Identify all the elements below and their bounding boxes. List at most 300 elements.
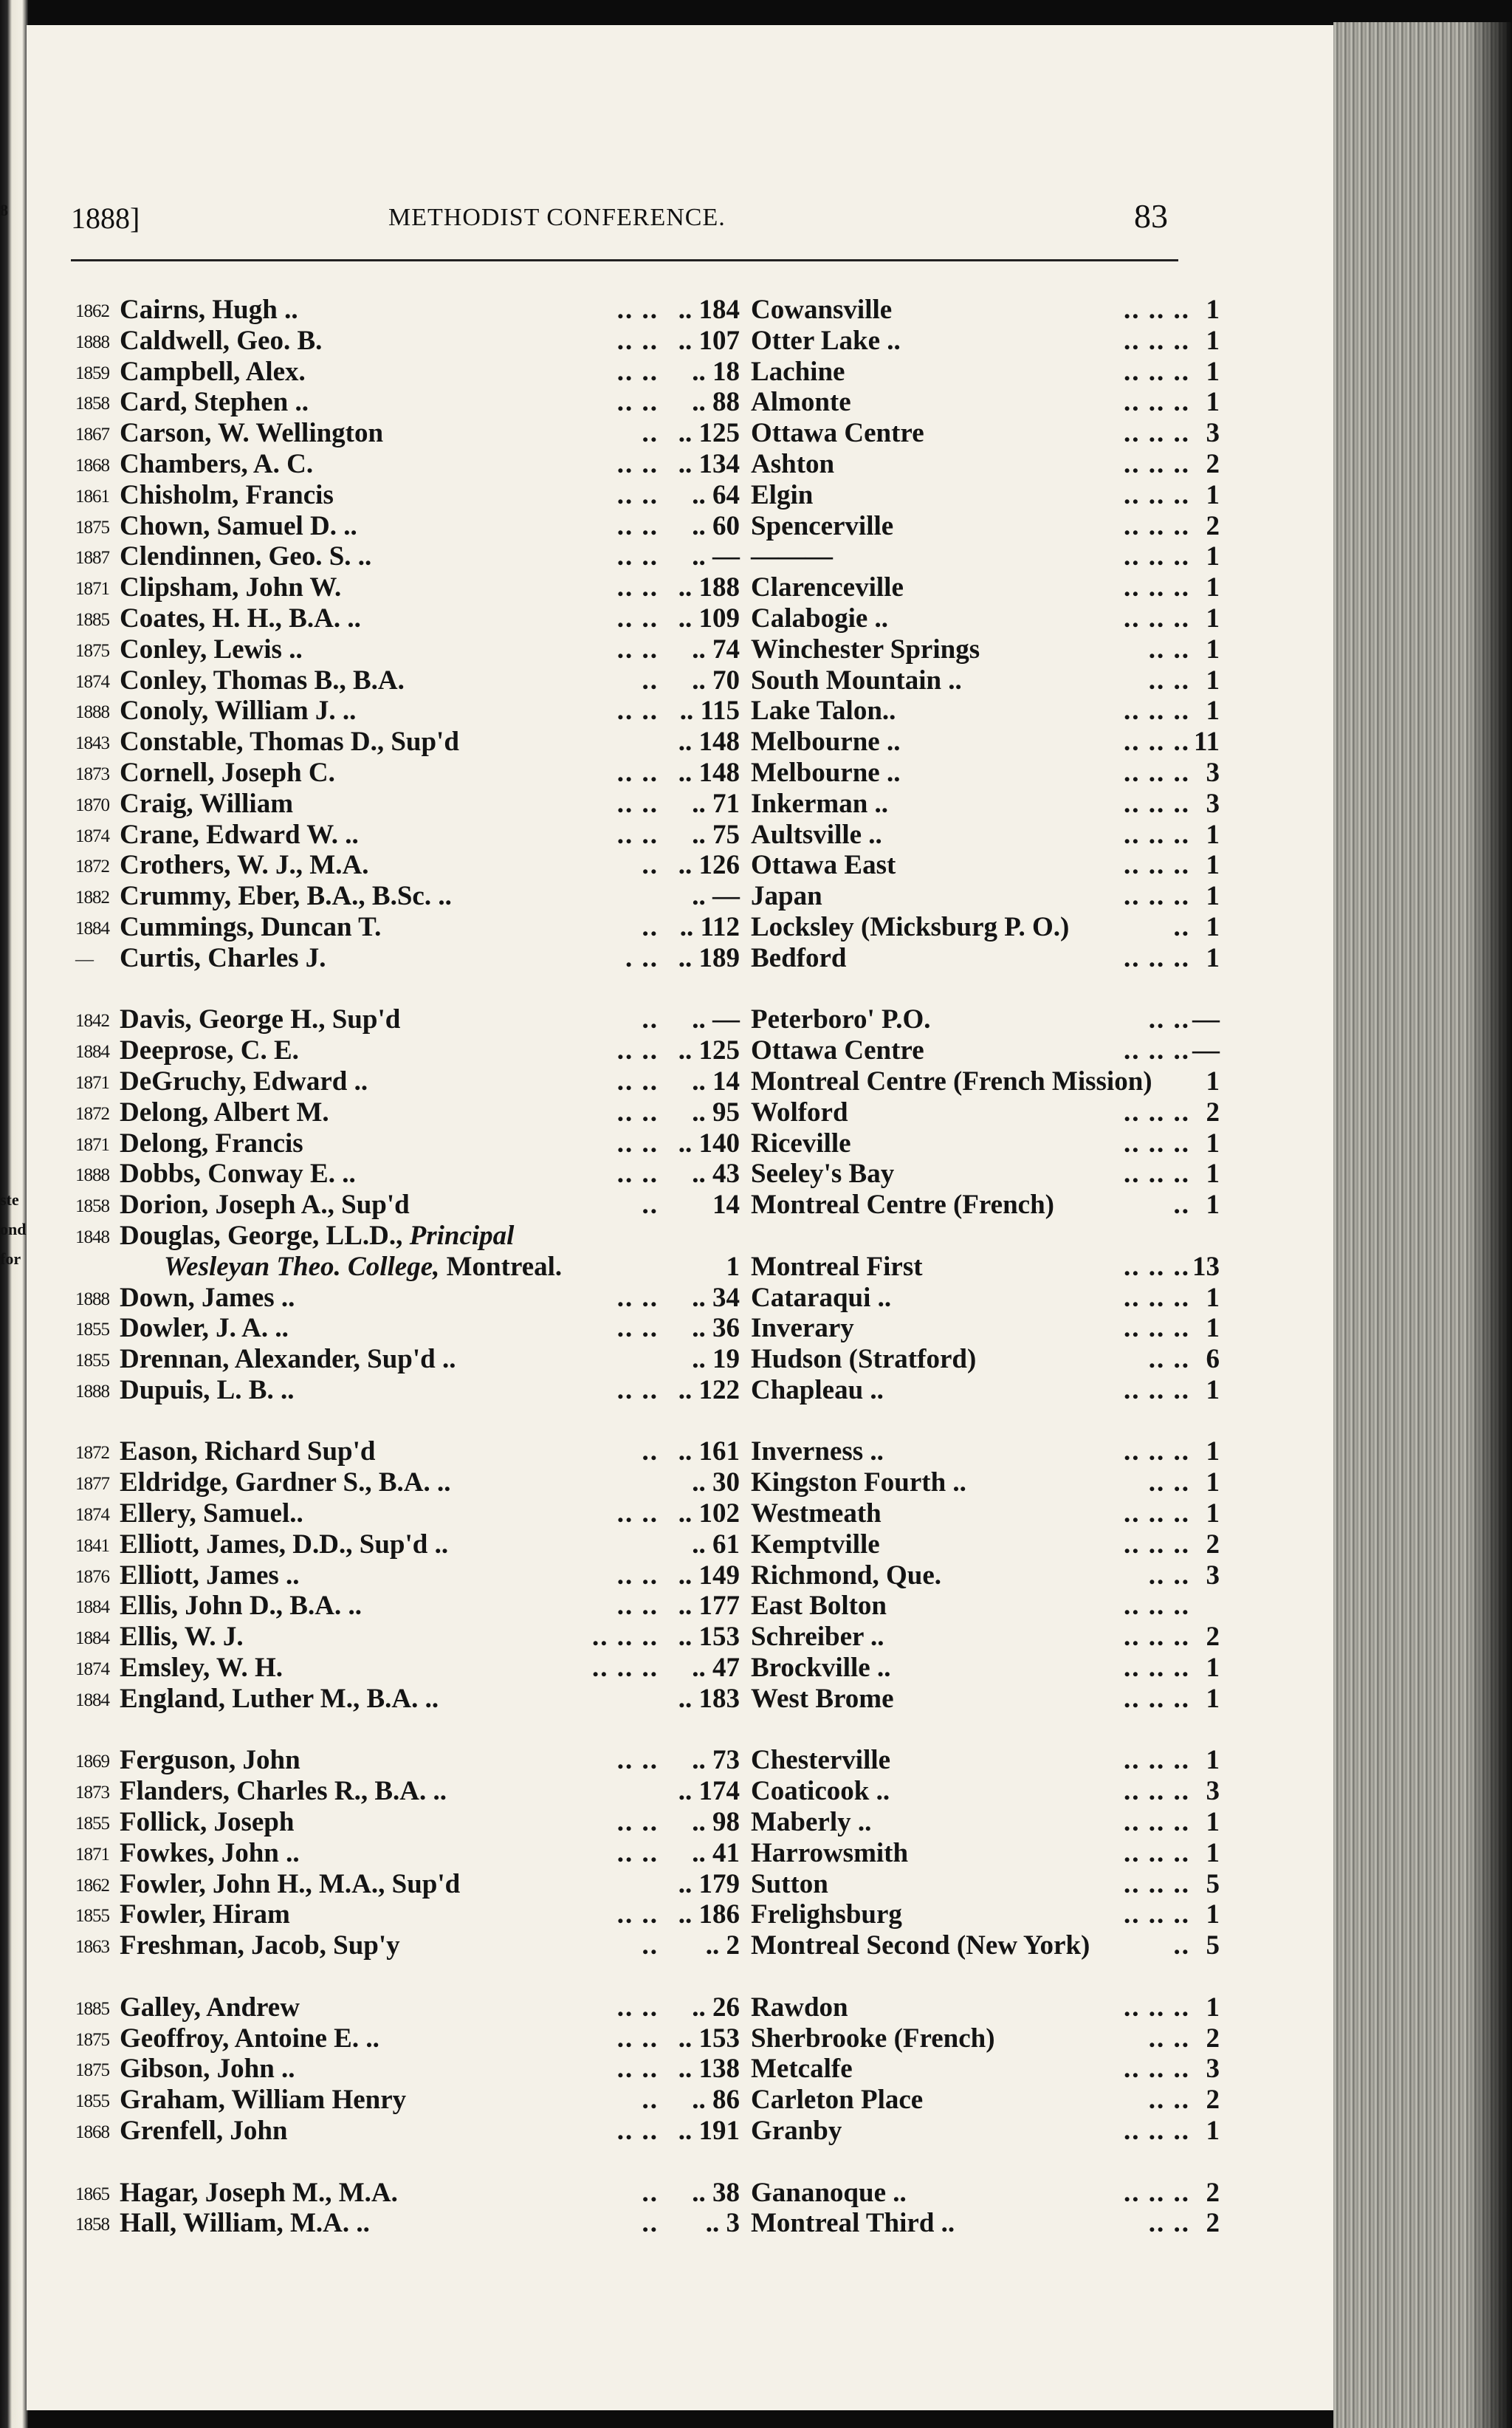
years-count: 1 [1206,1467,1220,1498]
entry-year: 1877 [75,1474,109,1495]
circuit-name: Ottawa Centre [751,1035,924,1066]
circuit-name: Montreal Centre (French Mission) [751,1066,1152,1097]
minister-name: Fowkes, John .. [120,1837,300,1868]
leader-dots: .. [642,2177,659,2208]
leader-dots: .. .. .. [1124,448,1190,479]
minister-name: Coates, H. H., B.A. .. [120,603,361,634]
entry-year: 1859 [75,363,109,383]
minister-name: Crane, Edward W. .. [120,819,359,850]
list-item [75,2178,1227,2209]
leader-dots: .. [642,2085,659,2116]
leader-dots: .. .. .. [1124,696,1190,727]
entry-number: .. 64 [692,479,740,510]
list-item [75,1128,1227,1159]
leader-dots: .. .. [1148,1560,1190,1591]
leader-dots: .. .. [1148,665,1190,696]
list-item [75,1313,1227,1344]
leader-dots: .. .. .. [1124,1992,1190,2023]
leader-dots: .. .. .. [592,1622,659,1653]
list-item [75,1097,1227,1128]
entry-number: .. 70 [692,665,740,696]
circuit-name: Rawdon [751,1992,848,2023]
circuit-name: Gananoque .. [751,2177,907,2208]
minister-name: Curtis, Charles J. [120,942,326,973]
years-count: 13 [1192,1251,1220,1282]
list-item [75,480,1227,511]
leader-dots: .. .. .. [1124,572,1190,603]
list-item [75,1159,1227,1190]
minister-name: Fowler, Hiram [120,1899,290,1930]
leader-dots: .. .. [616,603,659,634]
entry-number: .. 125 [678,1035,740,1066]
minister-name: Crothers, W. J., M.A. [120,850,369,881]
minister-name: Cornell, Joseph C. [120,757,335,788]
leader-dots: .. .. [1148,1344,1190,1375]
years-count: 1 [1206,1653,1220,1684]
circuit-name: Bedford [751,942,847,973]
minister-name: Chown, Samuel D. .. [120,510,357,541]
circuit-name: Frelighsburg [751,1899,902,1930]
section-gap [75,1715,1227,1746]
list-item [75,1190,1227,1221]
years-count: 5 [1206,1868,1220,1899]
circuit-name: Melbourne .. [751,727,901,758]
leader-dots: .. .. .. [592,1653,659,1684]
entry-number: .. 86 [692,2085,740,2116]
leader-dots: .. .. [1148,634,1190,665]
leader-dots: .. .. [616,2116,659,2147]
entry-number: .. 189 [678,942,740,973]
entry-number: .. 41 [692,1837,740,1868]
entry-number: .. 184 [678,295,740,325]
list-item [75,1035,1227,1066]
leader-dots: .. .. .. [1124,1745,1190,1776]
entry-number: .. 3 [705,2208,740,2239]
minister-name: Clipsham, John W. [120,572,342,603]
page-stack-edges [1333,22,1512,2428]
list-item [75,541,1227,572]
minister-name: Cairns, Hugh .. [120,295,298,325]
entry-year: 1871 [75,1134,109,1155]
list-item [75,1066,1227,1097]
adjacent-page-edge [0,0,28,2428]
circuit-name: Ottawa East [751,850,896,881]
entry-year: 1861 [75,486,109,507]
list-item [75,326,1227,357]
list-item [75,820,1227,851]
minister-name: Graham, William Henry [120,2085,407,2116]
entry-number: .. 186 [678,1899,740,1930]
minister-name: Delong, Francis [120,1128,303,1159]
circuit-name: Harrowsmith [751,1837,909,1868]
continuation-italic: Wesleyan Theo. College, [164,1251,440,1282]
entry-year: 1874 [75,826,109,846]
entry-year: 1888 [75,1165,109,1186]
years-count: 1 [1206,603,1220,634]
entry-number: .. 109 [678,603,740,634]
leader-dots: .. .. .. [1124,788,1190,819]
years-count: 6 [1206,1344,1220,1375]
leader-dots: .. .. [616,1899,659,1930]
years-count: 2 [1206,1529,1220,1560]
minister-name: Fowler, John H., M.A., Sup'd [120,1868,461,1899]
entry-year: 1858 [75,1196,109,1217]
circuit-name: Melbourne .. [751,757,901,788]
minister-name: Conley, Lewis .. [120,634,303,665]
entry-number: .. 98 [692,1807,740,1838]
list-item [75,418,1227,449]
entry-number: .. — [692,541,740,572]
list-item [75,665,1227,696]
leader-dots: .. .. .. [1124,757,1190,788]
leader-dots: .. .. [616,1128,659,1159]
leader-dots: .. .. [616,387,659,418]
minister-name: Hagar, Joseph M., M.A. [120,2177,398,2208]
minister-name: Ferguson, John [120,1745,300,1776]
circuit-name: Chapleau .. [751,1374,884,1405]
entry-year: 1843 [75,733,109,754]
list-item [75,1745,1227,1776]
entry-year: 1872 [75,857,109,877]
entry-number: .. 148 [678,757,740,788]
minister-name: Grenfell, John [120,2116,288,2147]
circuit-name: Richmond, Que. [751,1560,942,1591]
years-count: 1 [1206,541,1220,572]
name-italic: Principal [409,1220,515,1251]
entry-number: .. 95 [692,1097,740,1128]
leader-dots: .. [642,2208,659,2239]
circuit-name: Otter Lake .. [751,325,901,356]
circuit-name: Lake Talon.. [751,696,896,727]
entry-number: .. 26 [692,1992,740,2023]
entry-year: 1885 [75,609,109,630]
circuit-name: Aultsville .. [751,819,882,850]
entry-number: .. 47 [692,1653,740,1684]
list-item [75,387,1227,418]
entry-year: 1887 [75,548,109,569]
years-count: 1 [1206,2116,1220,2147]
circuit-name: Kemptville [751,1529,880,1560]
circuit-name: Elgin [751,479,814,510]
margin-fragment: ste [0,1190,19,1209]
leader-dots: .. .. [616,1282,659,1313]
leader-dots: .. .. .. [1124,1837,1190,1868]
years-count: 1 [1206,1992,1220,2023]
leader-dots: .. .. .. [1124,479,1190,510]
leader-dots: .. [642,850,659,881]
years-count: 2 [1206,2023,1220,2054]
entry-number: .. 138 [678,2054,740,2085]
entry-year: 1855 [75,2091,109,2112]
entry-year: 1875 [75,640,109,661]
leader-dots: .. .. [1148,1467,1190,1498]
years-count: 2 [1206,2085,1220,2116]
entry-number: .. 74 [692,634,740,665]
circuit-name: Chesterville [751,1745,891,1776]
list-item [75,1684,1227,1715]
circuit-name: Inverness .. [751,1436,884,1467]
years-count: 1 [1206,634,1220,665]
entry-year: 1884 [75,1628,109,1649]
leader-dots: .. .. [616,2054,659,2085]
entry-number: .. 14 [692,1066,740,1097]
leader-dots: .. .. [1148,2208,1190,2239]
entry-year: — [75,949,93,970]
minister-name: Eason, Richard Sup'd [120,1436,376,1467]
circuit-name: Granby [751,2116,842,2147]
minister-list [75,295,1227,2239]
leader-dots: .. .. .. [1124,1251,1190,1282]
leader-dots: .. .. [616,757,659,788]
circuit-name: Cowansville [751,295,893,325]
name-text: Douglas, George, LL.D., [120,1220,403,1251]
entry-year: 1871 [75,579,109,600]
minister-name: Caldwell, Geo. B. [120,325,323,356]
leader-dots: .. .. .. [1124,1622,1190,1653]
entry-number: .. 115 [679,696,740,727]
entry-year: 1874 [75,1505,109,1526]
circuit-name: Cataraqui .. [751,1282,892,1313]
minister-name: Clendinnen, Geo. S. .. [120,541,372,572]
entry-number: .. 134 [678,448,740,479]
entry-number: .. 2 [705,1930,740,1961]
list-item [75,634,1227,665]
minister-name: Davis, George H., Sup'd [120,1004,401,1035]
entry-year: 1862 [75,301,109,321]
leader-dots: .. .. [616,1498,659,1529]
entry-year: 1888 [75,332,109,352]
minister-name: Emsley, W. H. [120,1653,284,1684]
leader-dots: .. [642,1436,659,1467]
circuit-name: Peterboro' P.O. [751,1004,931,1035]
list-item [75,1283,1227,1314]
entry-year: 1855 [75,1814,109,1834]
entry-year: 1855 [75,1351,109,1371]
list-item [75,1899,1227,1930]
entry-year: 1869 [75,1752,109,1772]
list-item [75,1498,1227,1529]
leader-dots: .. .. [616,696,659,727]
entry-number: .. 126 [678,850,740,881]
leader-dots: .. [642,1004,659,1035]
leader-dots: .. .. .. [1124,1899,1190,1930]
leader-dots: .. .. .. [1124,850,1190,881]
leader-dots: .. .. .. [1124,1591,1190,1622]
leader-dots: .. .. [616,1066,659,1097]
entry-number: .. 140 [678,1128,740,1159]
minister-name: Down, James .. [120,1282,295,1313]
leader-dots: .. .. [616,788,659,819]
circuit-name: Brockville .. [751,1653,891,1684]
circuit-name: Carleton Place [751,2085,924,2116]
minister-name: Craig, William [120,788,294,819]
list-item [75,1004,1227,1035]
circuit-name: West Brome [751,1683,894,1714]
minister-name: Galley, Andrew [120,1992,300,2023]
entry-number: .. 153 [678,1622,740,1653]
entry-year: 1868 [75,2122,109,2143]
minister-name: Elliott, James .. [120,1560,300,1591]
minister-name: Card, Stephen .. [120,387,309,418]
minister-name: Freshman, Jacob, Sup'y [120,1930,400,1961]
list-item [75,572,1227,603]
minister-name: Geoffroy, Antoine E. .. [120,2023,379,2054]
list-item [75,758,1227,789]
leader-dots: .. .. [1148,2023,1190,2054]
list-item [75,1653,1227,1684]
entry-number: .. 102 [678,1498,740,1529]
entry-number: .. 107 [678,325,740,356]
list-item [75,943,1227,974]
entry-year: 1884 [75,1042,109,1063]
leader-dots: .. .. [616,1035,659,1066]
entry-year: 1863 [75,1937,109,1958]
years-count: 1 [1206,295,1220,325]
circuit-name: Ashton [751,448,835,479]
circuit-name: Winchester Springs [751,634,980,665]
entry-year: 1867 [75,425,109,445]
entry-year: 1855 [75,1906,109,1927]
years-count: 1 [1206,1374,1220,1405]
leader-dots: .. .. [616,1745,659,1776]
leader-dots: .. .. [616,541,659,572]
circuit-name: Montreal Second (New York) [751,1930,1090,1961]
list-item [75,912,1227,943]
entry-year: 1884 [75,1597,109,1618]
years-count: 1 [1206,572,1220,603]
minister-name: Constable, Thomas D., Sup'd [120,727,459,758]
minister-name: Carson, W. Wellington [120,418,384,449]
leader-dots: .. .. .. [1124,1436,1190,1467]
entry-year: 1855 [75,1320,109,1340]
leader-dots: .. .. [616,819,659,850]
entry-year: 1841 [75,1535,109,1556]
entry-number: .. — [692,881,740,912]
minister-name: Dowler, J. A. .. [120,1313,289,1344]
leader-dots: .. .. .. [1124,1683,1190,1714]
leader-dots: .. .. [616,1807,659,1838]
leader-dots: .. .. .. [1124,2177,1190,2208]
entry-year: 1874 [75,1659,109,1680]
margin-fragment: 8 [0,201,8,219]
years-count: 1 [1206,850,1220,881]
years-count: 1 [1206,1190,1220,1221]
leader-dots: .. .. [616,510,659,541]
leader-dots: .. [1173,911,1190,942]
leader-dots: .. .. [616,572,659,603]
circuit-name: Riceville [751,1128,851,1159]
circuit-name: Coaticook .. [751,1776,890,1807]
years-count: — [1192,1035,1220,1066]
page-number: 83 [1134,197,1168,235]
entry-year: 1858 [75,394,109,414]
entry-number: .. 34 [692,1282,740,1313]
entry-number: .. 177 [678,1591,740,1622]
circuit-name: Spencerville [751,510,894,541]
leader-dots: .. [642,665,659,696]
circuit-name: Metcalfe [751,2054,853,2085]
entry-year: 1874 [75,671,109,692]
circuit-name: South Mountain .. [751,665,962,696]
list-item [75,1529,1227,1560]
list-item [75,295,1227,326]
leader-dots: .. .. .. [1124,2116,1190,2147]
years-count: 2 [1206,2177,1220,2208]
circuit-name: Wolford [751,1097,848,1128]
leader-dots: .. .. .. [1124,603,1190,634]
years-count: 1 [1206,1683,1220,1714]
leader-dots: .. .. .. [1124,1776,1190,1807]
list-item [75,2023,1227,2054]
entry-year: 1870 [75,795,109,815]
years-count: 5 [1206,1930,1220,1961]
entry-number: .. 112 [679,911,740,942]
years-count: 1 [1206,942,1220,973]
minister-name: Cummings, Duncan T. [120,911,382,942]
years-count: 1 [1206,1498,1220,1529]
name-continuation [164,1252,562,1283]
circuit-name: Lachine [751,356,845,387]
circuit-name: ——— [751,541,833,572]
entry-year: 1848 [75,1227,109,1247]
leader-dots: .. .. .. [1124,356,1190,387]
entry-year: 1871 [75,1844,109,1865]
years-count: 2 [1206,2208,1220,2239]
entry-year: 1872 [75,1103,109,1124]
minister-name: Flanders, Charles R., B.A. .. [120,1776,447,1807]
leader-dots: .. [642,1190,659,1221]
entry-number: .. 125 [678,418,740,449]
continuation-plain: Montreal. [446,1251,563,1282]
circuit-name: Locksley (Micksburg P. O.) [751,911,1070,942]
list-item [75,603,1227,634]
circuit-name: Japan [751,881,822,912]
leader-dots: .. .. [616,1313,659,1344]
leader-dots: .. .. [1148,1004,1190,1035]
minister-name: Chambers, A. C. [120,448,314,479]
section-gap [75,2147,1227,2178]
leader-dots: .. .. .. [1124,1868,1190,1899]
entry-year: 1873 [75,1783,109,1803]
leader-dots: .. [1173,1930,1190,1961]
minister-name: Ellery, Samuel.. [120,1498,303,1529]
minister-name: Dobbs, Conway E. .. [120,1159,356,1190]
leader-dots: .. .. .. [1124,1097,1190,1128]
running-header [71,196,1178,241]
years-count: 1 [1206,911,1220,942]
entry-year: 1875 [75,2029,109,2050]
years-count: 3 [1206,2054,1220,2085]
minister-name: Campbell, Alex. [120,356,306,387]
header-rule [71,259,1178,261]
leader-dots: .. .. [616,1992,659,2023]
entry-number: .. 43 [692,1159,740,1190]
list-item [75,1930,1227,1961]
margin-fragment: for [0,1249,21,1268]
years-count: 1 [1206,479,1220,510]
leader-dots: .. .. .. [1124,1498,1190,1529]
list-item [75,1838,1227,1869]
leader-dots: .. [642,1930,659,1961]
years-count: 1 [1206,819,1220,850]
entry-year: 1858 [75,2215,109,2235]
leader-dots: .. .. .. [1124,1529,1190,1560]
list-item [75,789,1227,820]
minister-name: Delong, Albert M. [120,1097,329,1128]
entry-number: .. 122 [678,1374,740,1405]
circuit-name: Maberly .. [751,1807,872,1838]
circuit-name: East Bolton [751,1591,887,1622]
